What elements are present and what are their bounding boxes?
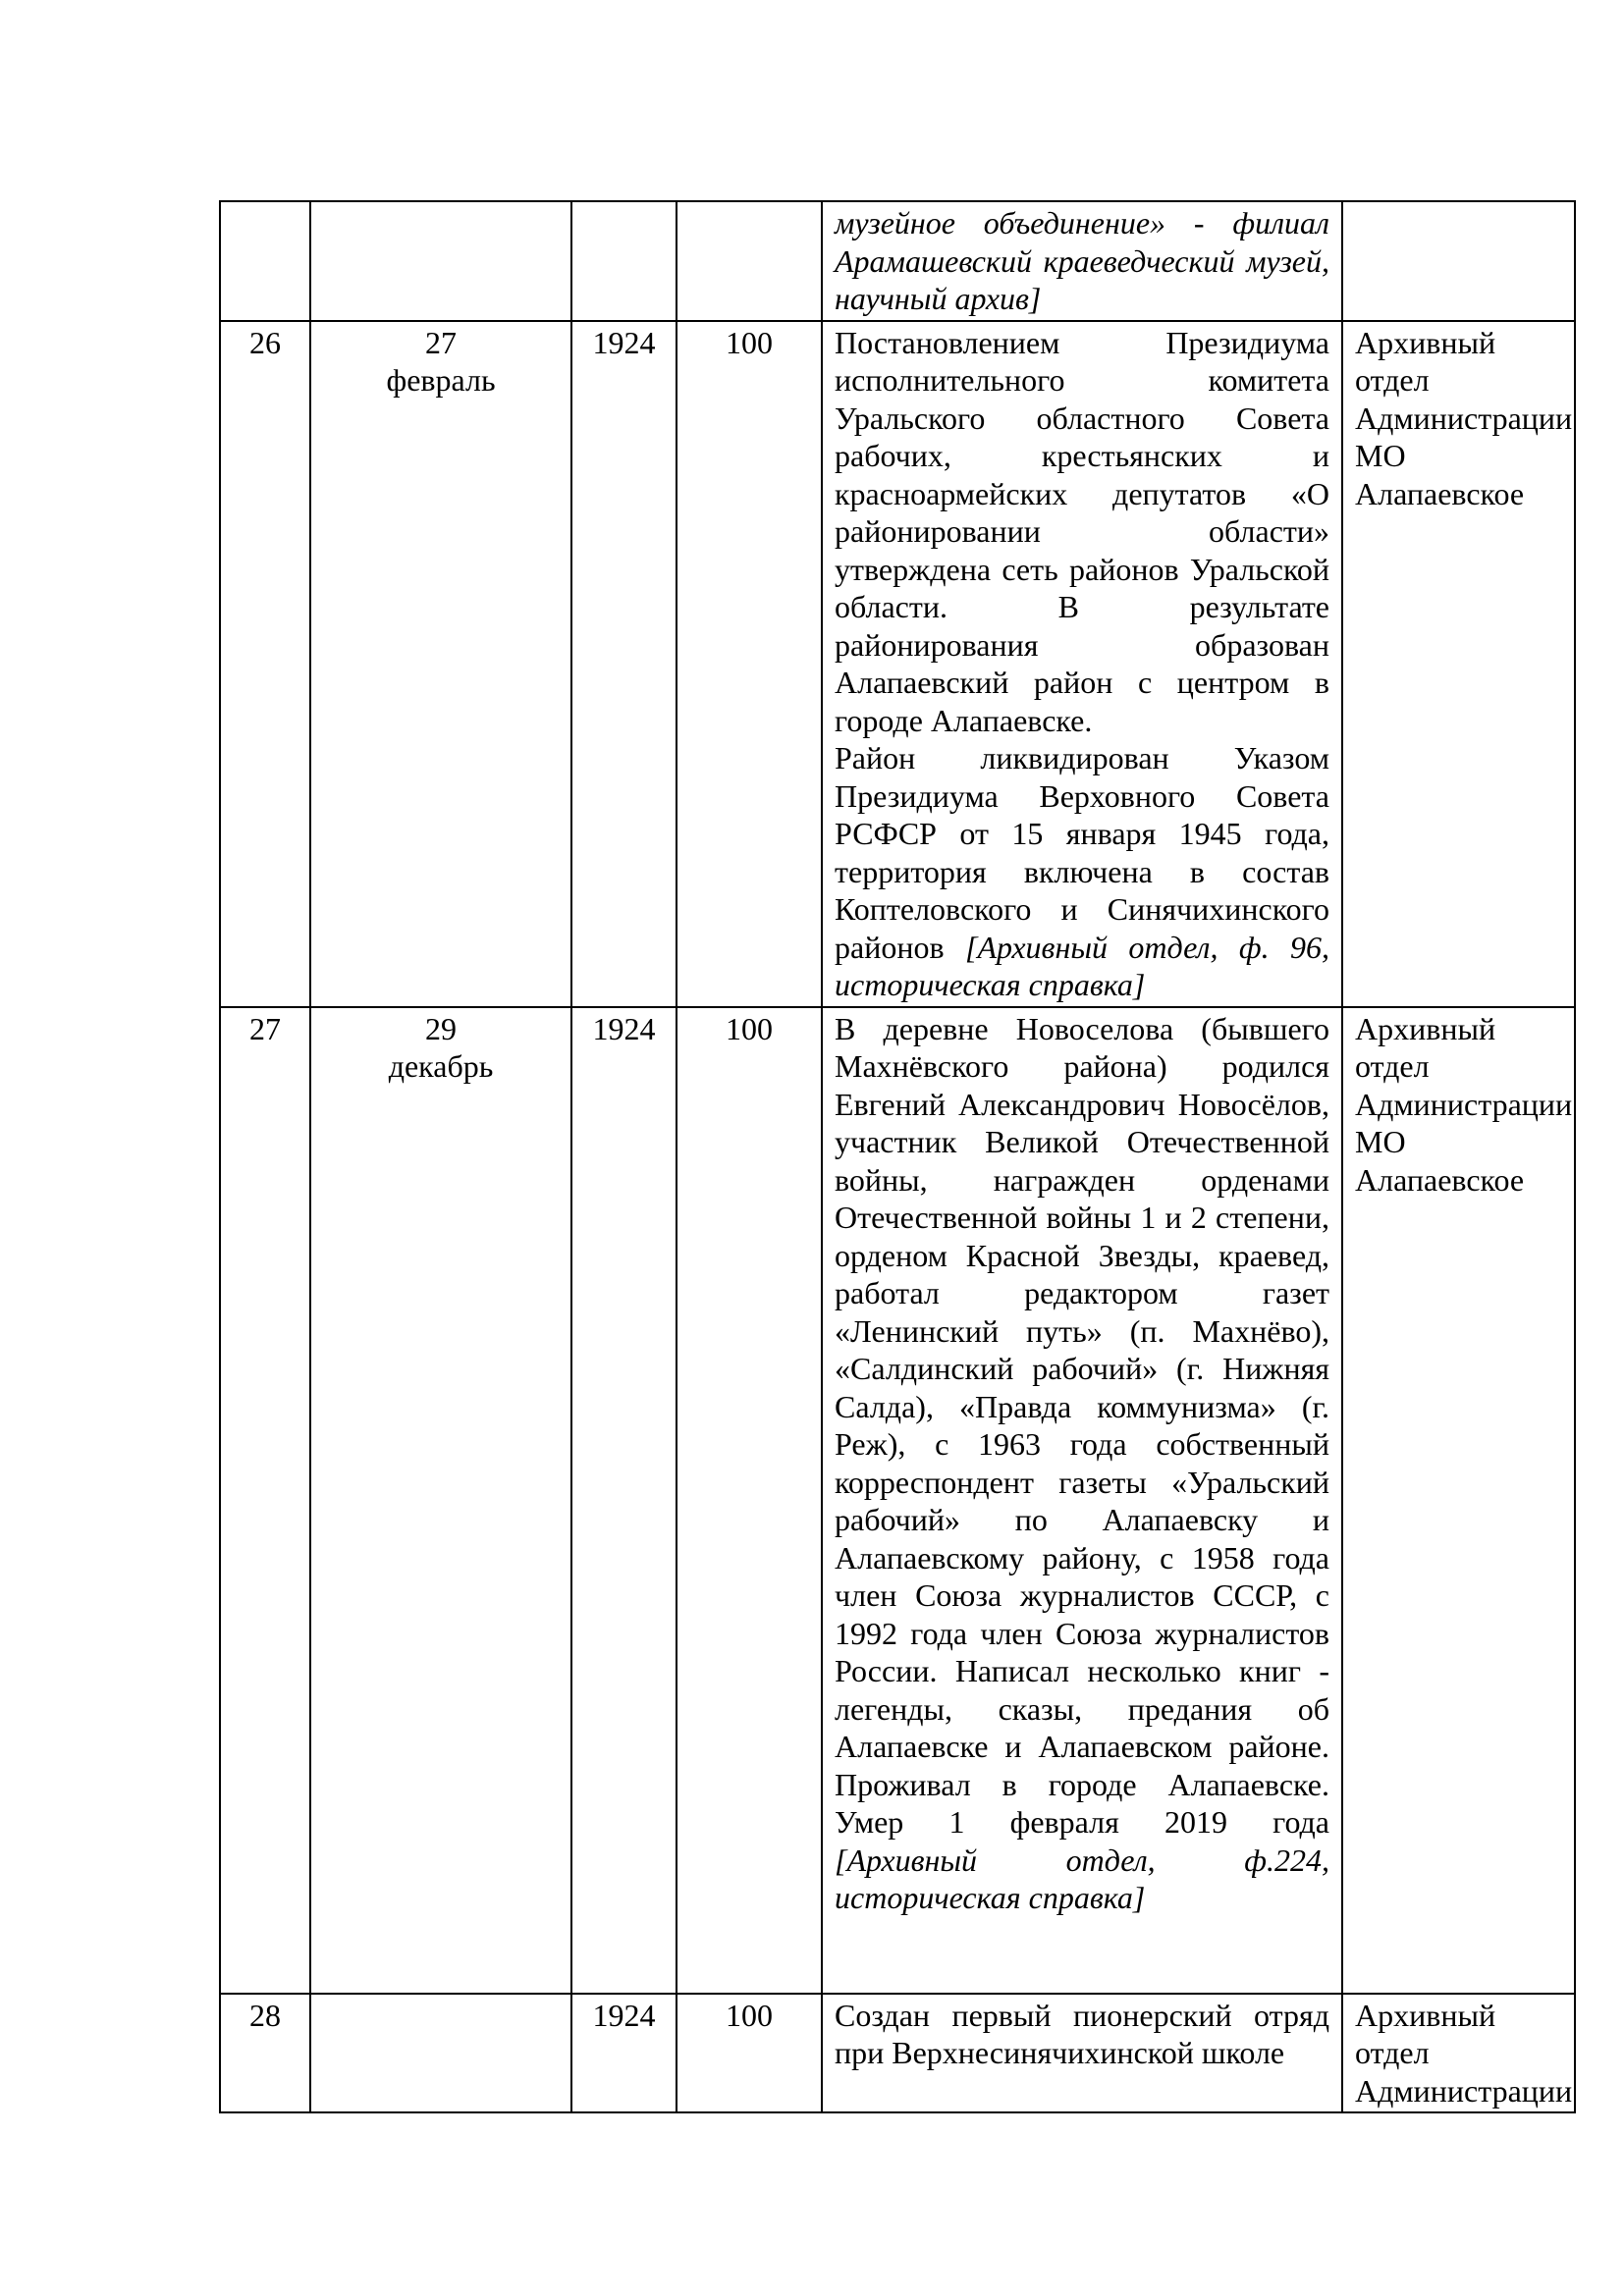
event-paragraph bbox=[835, 1997, 1329, 2072]
table-row bbox=[220, 321, 1575, 1007]
row-number bbox=[220, 201, 310, 321]
event-text: Район ликвидирован Указом Президиума Верховного Совета РСФСР от 15 января 1945 года, территория включена в состав Коптеловского и Синячихинского районов bbox=[835, 740, 1329, 965]
year-cell bbox=[571, 201, 677, 321]
source-cell bbox=[1342, 1994, 1575, 2113]
anniversary-cell: 100 bbox=[677, 1994, 822, 2113]
year-cell: 1924 bbox=[571, 1007, 677, 1994]
event-description bbox=[822, 321, 1342, 1007]
date-cell bbox=[310, 1994, 571, 2113]
row-number: 26 bbox=[220, 321, 310, 1007]
source-line: Администрации bbox=[1355, 1086, 1573, 1122]
date-cell bbox=[310, 201, 571, 321]
event-description bbox=[822, 1007, 1342, 1994]
source-line: Архивный отдел bbox=[1355, 1997, 1496, 2070]
anniversary-cell: 100 bbox=[677, 1007, 822, 1994]
row-number: 28 bbox=[220, 1994, 310, 2113]
source-line: Архивный отдел bbox=[1355, 1010, 1496, 1084]
event-text: Создан первый пионерский отряд при Верхнесинячихинской школе bbox=[835, 1997, 1329, 2070]
source-reference: музейное объединение» - филиал Арамашевский краеведческий музей, научный архив] bbox=[835, 205, 1329, 316]
event-description bbox=[822, 201, 1342, 321]
date-cell bbox=[310, 1007, 571, 1994]
chronicle-table-body bbox=[220, 201, 1575, 2112]
event-paragraph bbox=[835, 1010, 1329, 1917]
source-line: Администрации bbox=[1355, 2072, 1573, 2109]
source-line: Администрации bbox=[1355, 400, 1573, 436]
source-cell bbox=[1342, 1007, 1575, 1994]
anniversary-cell: 100 bbox=[677, 321, 822, 1007]
event-paragraph bbox=[835, 739, 1329, 1004]
date-day: 27 bbox=[425, 324, 457, 360]
event-text: В деревне Новоселова (бывшего Махнёвского района) родился Евгений Александрович Новосёлов, участник Великой Отечественной войны, награжден орденами Отечественной войны 1 и 2 степени, орденом Красной Звезды, краевед, работал редактором газет «Ленинский путь» (п. Махнёво), «Салдинский рабочий» (г. Нижняя Салда), «Правда коммунизма» (г. Реж), с 1963 года собственный корреспондент газеты «Уральский рабочий» по Алапаевску и Алапаевскому району, с 1958 года член Союза журналистов СССР, с 1992 года член Союза журналистов России. Написал несколько книг - легенды, сказы, предания об Алапаевске и Алапаевском районе. Проживал в городе Алапаевске. Умер 1 февраля 2019 года bbox=[835, 1010, 1329, 1840]
table-row bbox=[220, 201, 1575, 321]
source-line: МО Алапаевское bbox=[1355, 438, 1525, 511]
source-line: МО Алапаевское bbox=[1355, 1124, 1525, 1198]
year-cell: 1924 bbox=[571, 321, 677, 1007]
date-month: декабрь bbox=[388, 1048, 494, 1084]
date-cell bbox=[310, 321, 571, 1007]
date-day: 29 bbox=[425, 1010, 457, 1046]
row-number: 27 bbox=[220, 1007, 310, 1994]
event-paragraph bbox=[835, 324, 1329, 740]
date-month: февраль bbox=[386, 362, 496, 398]
source-line: Архивный отдел bbox=[1355, 324, 1496, 398]
event-description bbox=[822, 1994, 1342, 2113]
year-cell: 1924 bbox=[571, 1994, 677, 2113]
event-text: Постановлением Президиума исполнительного комитета Уральского областного Совета рабочих, крестьянских и красноармейских депутатов «О районировании области» утверждена сеть районов Уральской области. В результате районирования образован Алапаевский район с центром в городе Алапаевске. bbox=[835, 324, 1329, 738]
source-reference: [Архивный отдел, ф.224, историческая справка] bbox=[835, 1842, 1329, 1915]
event-paragraph bbox=[835, 204, 1329, 318]
anniversary-cell bbox=[677, 201, 822, 321]
source-cell bbox=[1342, 321, 1575, 1007]
chronicle-table bbox=[219, 200, 1576, 2113]
table-row bbox=[220, 1994, 1575, 2113]
source-reference: [Архивный отдел, ф. 96, историческая справка] bbox=[835, 929, 1330, 1002]
source-cell bbox=[1342, 201, 1575, 321]
table-row bbox=[220, 1007, 1575, 1994]
